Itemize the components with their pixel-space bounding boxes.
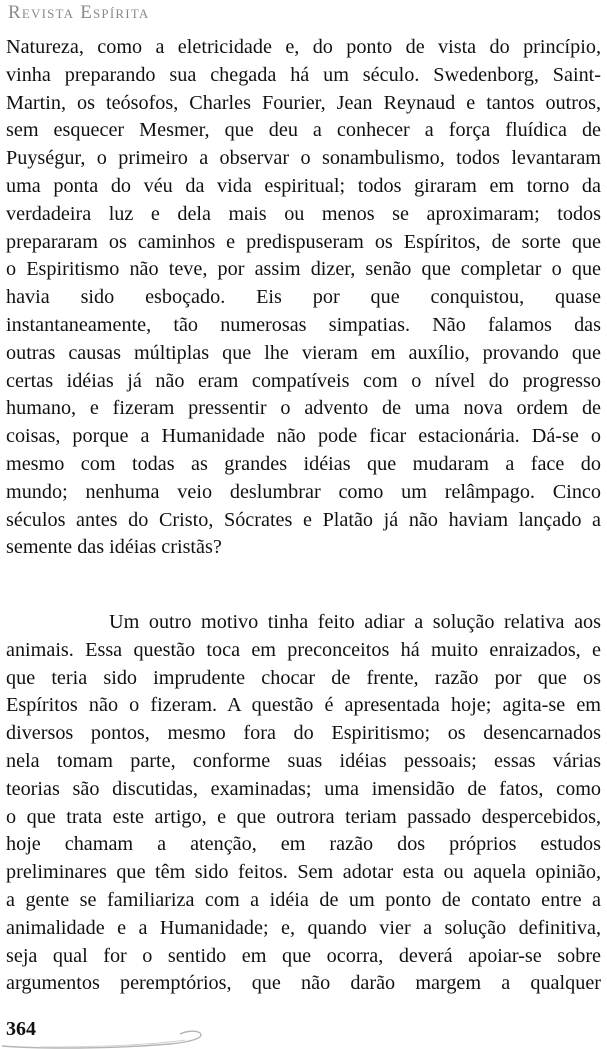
page-footer	[0, 1016, 607, 1049]
text-line: mesmo com todas as grandes idéias que mudaram a face do	[6, 452, 601, 475]
text-line: Natureza, como a eletricidade e, do ponto de vista do princípio,	[6, 36, 601, 58]
text-line: outras causas múltiplas que lhe vieram em auxílio, provando que	[6, 341, 601, 364]
page-number: 364	[6, 1018, 36, 1040]
text-line: humano, e fizeram pressentir o advento de uma nova ordem de	[6, 397, 601, 420]
text-line: Puységur, o primeiro a observar o sonambulismo, todos levantaram	[6, 147, 601, 170]
text-line: animais. Essa questão toca em preconceitos há muito enraizados, e	[6, 638, 601, 661]
text-line: Espíritos não o fizeram. A questão é apresentada hoje; agita-se em	[6, 694, 601, 717]
text-line: verdadeira luz e dela mais ou menos se aproximaram; todos	[6, 202, 601, 225]
text-line: séculos antes do Cristo, Sócrates e Platão já não haviam lançado a	[6, 508, 601, 531]
text-line: Um outro motivo tinha feito adiar a solução relativa aos	[109, 611, 601, 633]
text-line: uma ponta do véu da vida espiritual; todos giraram em torno da	[6, 174, 601, 197]
text-line: argumentos peremptórios, que não darão margem a qualquer	[6, 972, 601, 995]
paragraph-1	[6, 34, 601, 562]
text-line: vinha preparando sua chegada há um século. Swedenborg, Saint-	[6, 63, 601, 86]
text-line: semente das idéias cristãs?	[6, 536, 222, 559]
text-line: coisas, porque a Humanidade não pode ficar estacionária. Dá-se o	[6, 425, 601, 448]
running-header: Revista Espírita	[8, 2, 150, 23]
text-line: certas idéias já não eram compatíveis com o nível do progresso	[6, 369, 601, 392]
decorative-swash	[0, 1016, 607, 1049]
text-line: mundo; nenhuma veio deslumbrar como um relâmpago. Cinco	[6, 480, 601, 503]
paragraph-2	[6, 609, 601, 998]
text-line: prepararam os caminhos e predispuseram os Espíritos, de sorte que	[6, 230, 601, 253]
text-line: preliminares que têm sido feitos. Sem adotar esta ou aquela opinião,	[6, 861, 601, 884]
text-line: havia sido esboçado. Eis por que conquistou, quase	[6, 286, 601, 309]
text-line: a gente se familiariza com a idéia de um ponto de contato entre a	[6, 888, 601, 911]
text-line: que teria sido imprudente chocar de frente, razão por que os	[6, 666, 601, 689]
text-line: Martin, os teósofos, Charles Fourier, Jean Reynaud e tantos outros,	[6, 91, 601, 114]
text-line: hoje chamam a atenção, em razão dos próprios estudos	[6, 833, 601, 856]
text-line: animalidade e a Humanidade; e, quando vier a solução definitiva,	[6, 916, 601, 939]
text-line: teorias são discutidas, examinadas; uma imensidão de fatos, como	[6, 777, 601, 800]
text-line: sem esquecer Mesmer, que deu a conhecer a força fluídica de	[6, 119, 601, 142]
text-line: instantaneamente, tão numerosas simpatias. Não falamos das	[6, 313, 601, 336]
text-line: diversos pontos, mesmo fora do Espiritismo; os desencarnados	[6, 722, 601, 745]
text-line: seja qual for o sentido em que ocorra, deverá apoiar-se sobre	[6, 944, 601, 967]
text-line: o que trata este artigo, e que outrora teriam passado despercebidos,	[6, 805, 601, 828]
text-line: o Espiritismo não teve, por assim dizer, senão que completar o que	[6, 258, 601, 281]
text-line: nela tomam parte, conforme suas idéias pessoais; essas várias	[6, 749, 601, 772]
